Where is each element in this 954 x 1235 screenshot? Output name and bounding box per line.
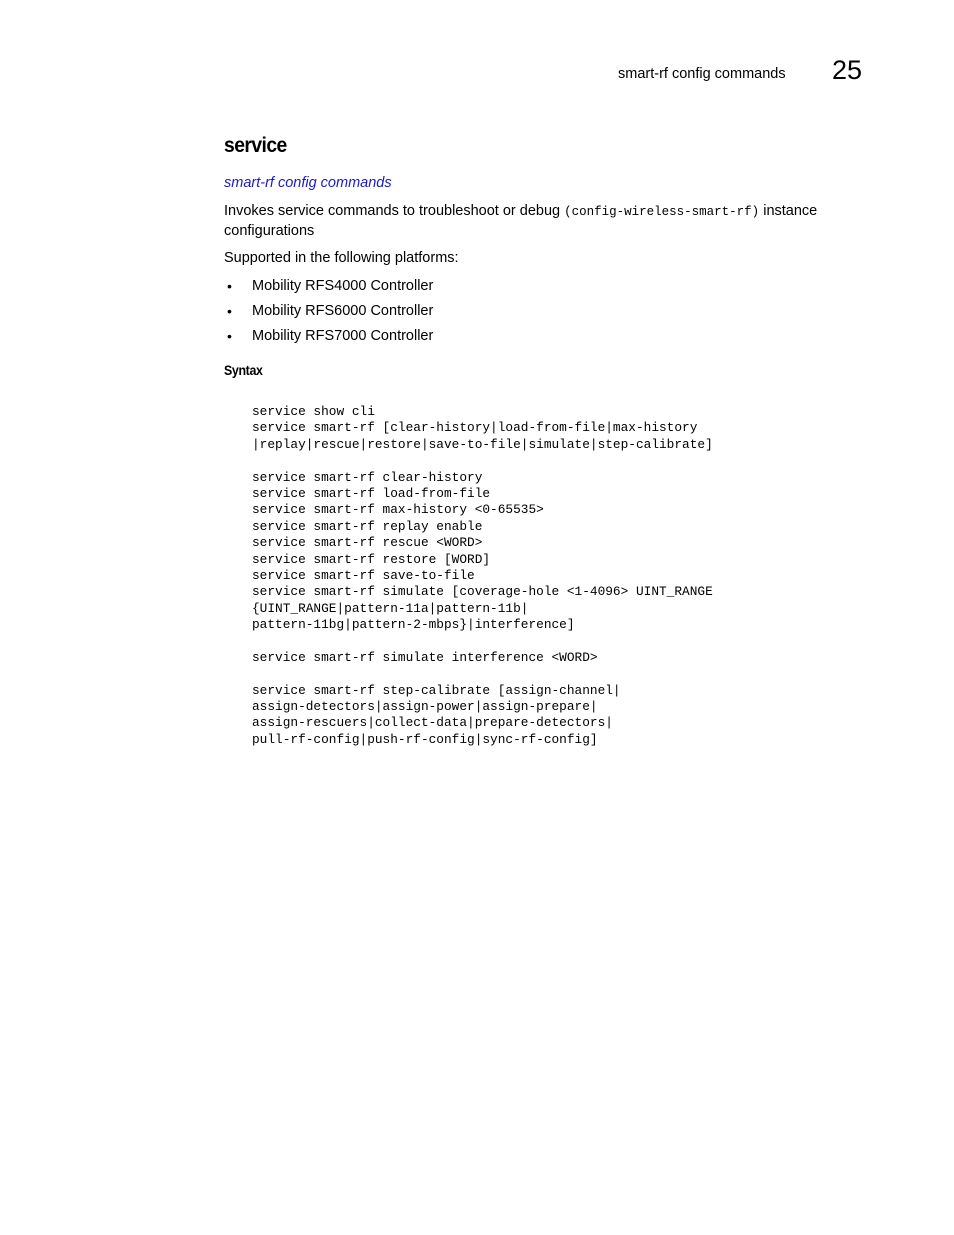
code-line: assign-rescuers|collect-data|prepare-detectors| — [252, 715, 613, 731]
code-line — [252, 453, 713, 469]
code-line: assign-detectors|assign-power|assign-prepare| — [252, 699, 598, 715]
code-line: service smart-rf step-calibrate [assign-channel| — [252, 682, 621, 698]
code-line: service smart-rf save-to-file — [252, 567, 475, 583]
list-item — [224, 327, 433, 352]
code-line: service smart-rf clear-history — [252, 469, 483, 485]
context-code: (config-wireless-smart-rf) — [564, 205, 760, 219]
description-paragraph — [224, 202, 844, 241]
code-line: service smart-rf simulate interference <WORD> — [252, 649, 598, 665]
bullet-icon: • — [227, 328, 232, 344]
code-line: service smart-rf max-history <0-65535> — [252, 502, 544, 518]
code-line: service smart-rf load-from-file — [252, 485, 491, 501]
description-text: Invokes service commands to troubleshoot or debug — [224, 203, 565, 219]
syntax-heading: Syntax — [224, 363, 263, 378]
platform-label: Mobility RFS7000 Controller — [252, 328, 434, 344]
code-line — [252, 633, 713, 649]
platform-list — [224, 277, 433, 352]
code-line: service smart-rf simulate [coverage-hole <1-4096> UINT_RANGE — [252, 584, 713, 600]
list-item — [224, 302, 433, 327]
syntax-code-block — [252, 404, 713, 748]
code-line: {UINT_RANGE|pattern-11a|pattern-11b| — [252, 600, 529, 616]
code-line: service show cli — [252, 404, 375, 419]
code-line — [252, 666, 713, 682]
code-line: service smart-rf restore [WORD] — [252, 551, 491, 567]
platform-label: Mobility RFS6000 Controller — [252, 303, 434, 319]
code-line: service smart-rf replay enable — [252, 518, 483, 534]
section-title: service — [224, 134, 287, 157]
code-line: service smart-rf [clear-history|load-from-file|max-history — [252, 420, 698, 436]
supported-intro: Supported in the following platforms: — [224, 250, 459, 266]
list-item — [224, 277, 433, 302]
code-line: service smart-rf rescue <WORD> — [252, 535, 483, 551]
chapter-number: 25 — [832, 55, 863, 85]
running-header-title: smart-rf config commands — [618, 66, 786, 82]
bullet-icon: • — [227, 278, 232, 294]
platform-label: Mobility RFS4000 Controller — [252, 278, 434, 294]
code-line: pull-rf-config|push-rf-config|sync-rf-config] — [252, 731, 598, 747]
description-text-end: instance configurations — [224, 203, 818, 239]
code-line: pattern-11bg|pattern-2-mbps}|interference] — [252, 617, 575, 633]
breadcrumb-link[interactable]: smart-rf config commands — [224, 175, 392, 191]
bullet-icon: • — [227, 303, 232, 319]
code-line: |replay|rescue|restore|save-to-file|simulate|step-calibrate] — [252, 436, 713, 452]
